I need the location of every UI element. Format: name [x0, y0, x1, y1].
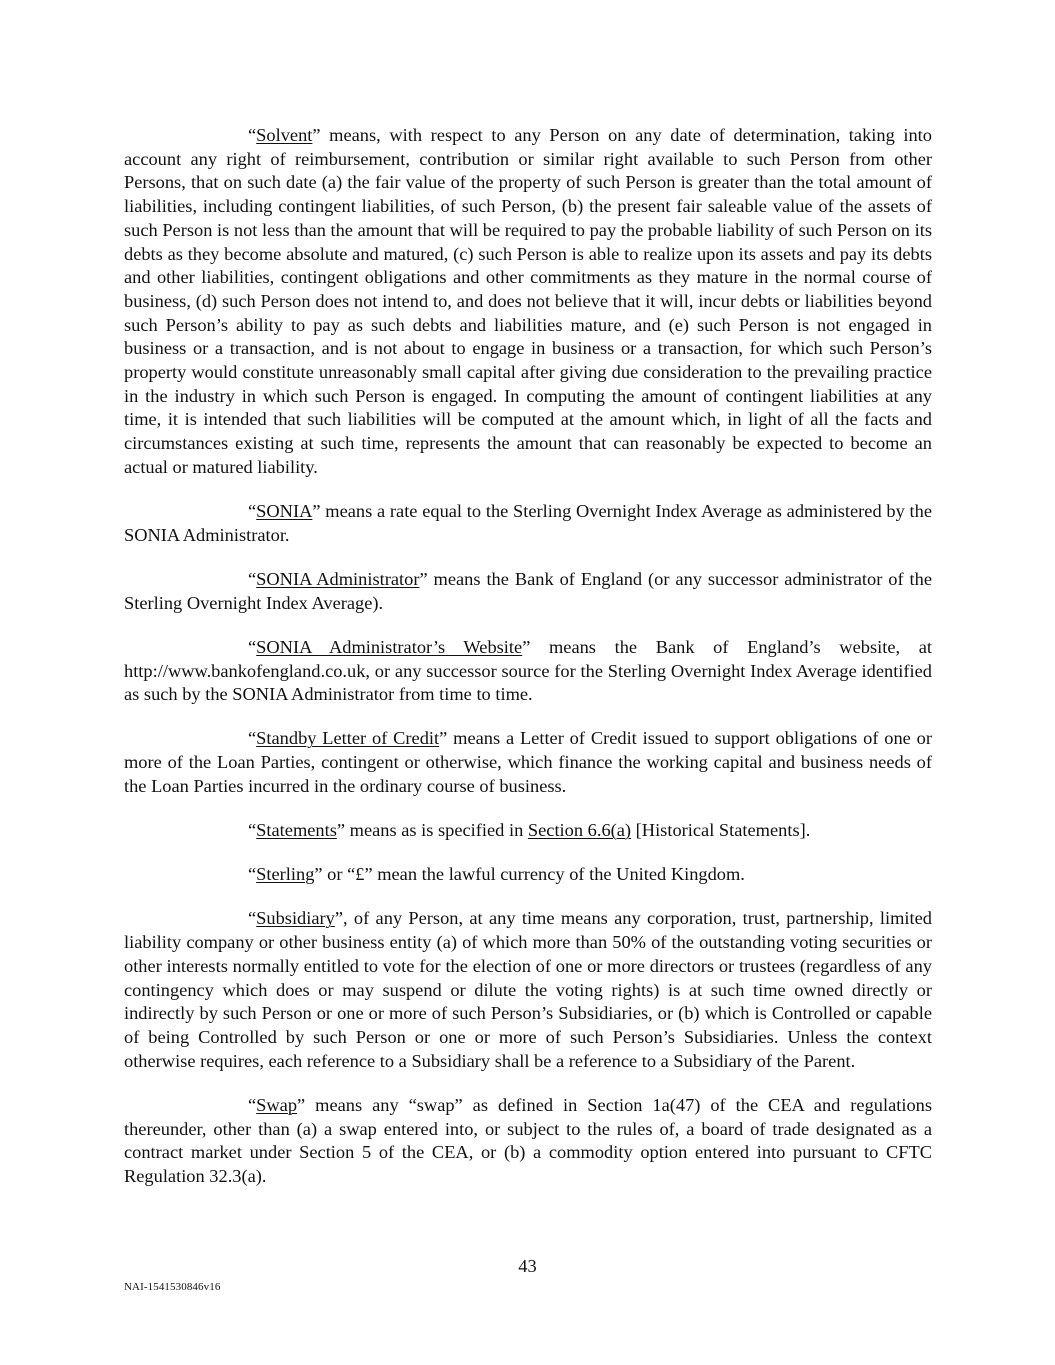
document-id: NAI-1541530846v16 [124, 1281, 221, 1293]
defined-term: SONIA Administrator’s Website [256, 636, 523, 657]
defined-term: Subsidiary [256, 908, 335, 929]
defined-term: SONIA [256, 501, 313, 522]
definition-sonia-administrators-website: “SONIA Administrator’s Website” means the Bank of England’s website, at http://www.bankofengland.co.uk, or any successor source for the Sterling Overnight Index Average identified as such by the SONIA Administrator from time to time. [124, 636, 932, 705]
defined-term: Sterling [256, 864, 315, 885]
definition-sonia: “SONIA” means a rate equal to the Sterling Overnight Index Average as administered by the SONIA Administrator. [124, 501, 932, 545]
page-number: 43 [518, 1256, 537, 1276]
definition-sterling: “Sterling” or “£” mean the lawful currency of the United Kingdom. [248, 864, 745, 885]
definition-sonia-administrator: “SONIA Administrator” means the Bank of England (or any successor administrator of the Sterling Overnight Index Average). [124, 568, 932, 613]
section-cross-reference: Section 6.6(a) [527, 820, 632, 841]
definitions-section [124, 124, 932, 1209]
defined-term: Swap [256, 1094, 298, 1115]
definition-standby-letter-of-credit: “Standby Letter of Credit” means a Letter of Credit issued to support obligations of one or more of the Loan Parties, contingent or otherwise, which finance the working capital and business needs of the Loan Parties incurred in the ordinary course of business. [124, 728, 932, 796]
definition-swap: “Swap” means any “swap” as defined in Section 1a(47) of the CEA and regulations thereunder, other than (a) a swap entered into, or subject to the rules of, a board of trade designated as a contract market under Section 5 of the CEA, or (b) a commodity option entered into pursuant to CFTC Regulation 32.3(a). [124, 1094, 932, 1187]
definition-solvent: “Solvent” means, with respect to any Person on any date of determination, taking into account any right of reimbursement, contribution or similar right available to such Person from other Persons, that on such date (a) the fair value of the property of such Person is greater than the total amount of liabilities, including contingent liabilities, of such Person, (b) the present fair saleable value of the assets of such Person is not less than the amount that will be required to pay the probable liability of such Person on its debts as they become absolute and matured, (c) such Person is able to realize upon its assets and pay its debts and other liabilities, contingent obligations and other commitments as they mature in the normal course of business, (d) such Person does not intend to, and does not believe that it will, incur debts or liabilities beyond such Person’s ability to pay as such debts and liabilities mature, and (e) such Person is not engaged in business or a transaction, and is not about to engage in business or a transaction, for which such Person’s property would constitute unreasonably small capital after giving due consideration to the prevailing practice in the industry in which such Person is engaged. In computing the amount of contingent liabilities at any time, it is intended that such liabilities will be computed at the amount which, in light of all the facts and circumstances existing at such time, represents the amount that can reasonably be expected to become an actual or matured liability. [124, 125, 932, 477]
definition-subsidiary: “Subsidiary”, of any Person, at any time means any corporation, trust, partnership, limited liability company or other business entity (a) of which more than 50% of the outstanding voting securities or other interests normally entitled to vote for the election of one or more directors or trustees (regardless of any contingency which does or may suspend or dilute the voting rights) is at such time owned directly or indirectly by such Person or one or more of such Person’s Subsidiaries, or (b) which is Controlled or capable of being Controlled by such Person or one or more of such Person’s Subsidiaries. Unless the context otherwise requires, each reference to a Subsidiary shall be a reference to a Subsidiary of the Parent. [124, 908, 932, 1071]
defined-term: Statements [256, 820, 337, 841]
defined-term: Solvent [256, 125, 313, 145]
defined-term: SONIA Administrator [256, 568, 420, 589]
definition-statements: “Statements” means as is specified in Section 6.6(a) [Historical Statements]. [248, 820, 811, 841]
defined-term: Standby Letter of Credit [256, 728, 440, 749]
